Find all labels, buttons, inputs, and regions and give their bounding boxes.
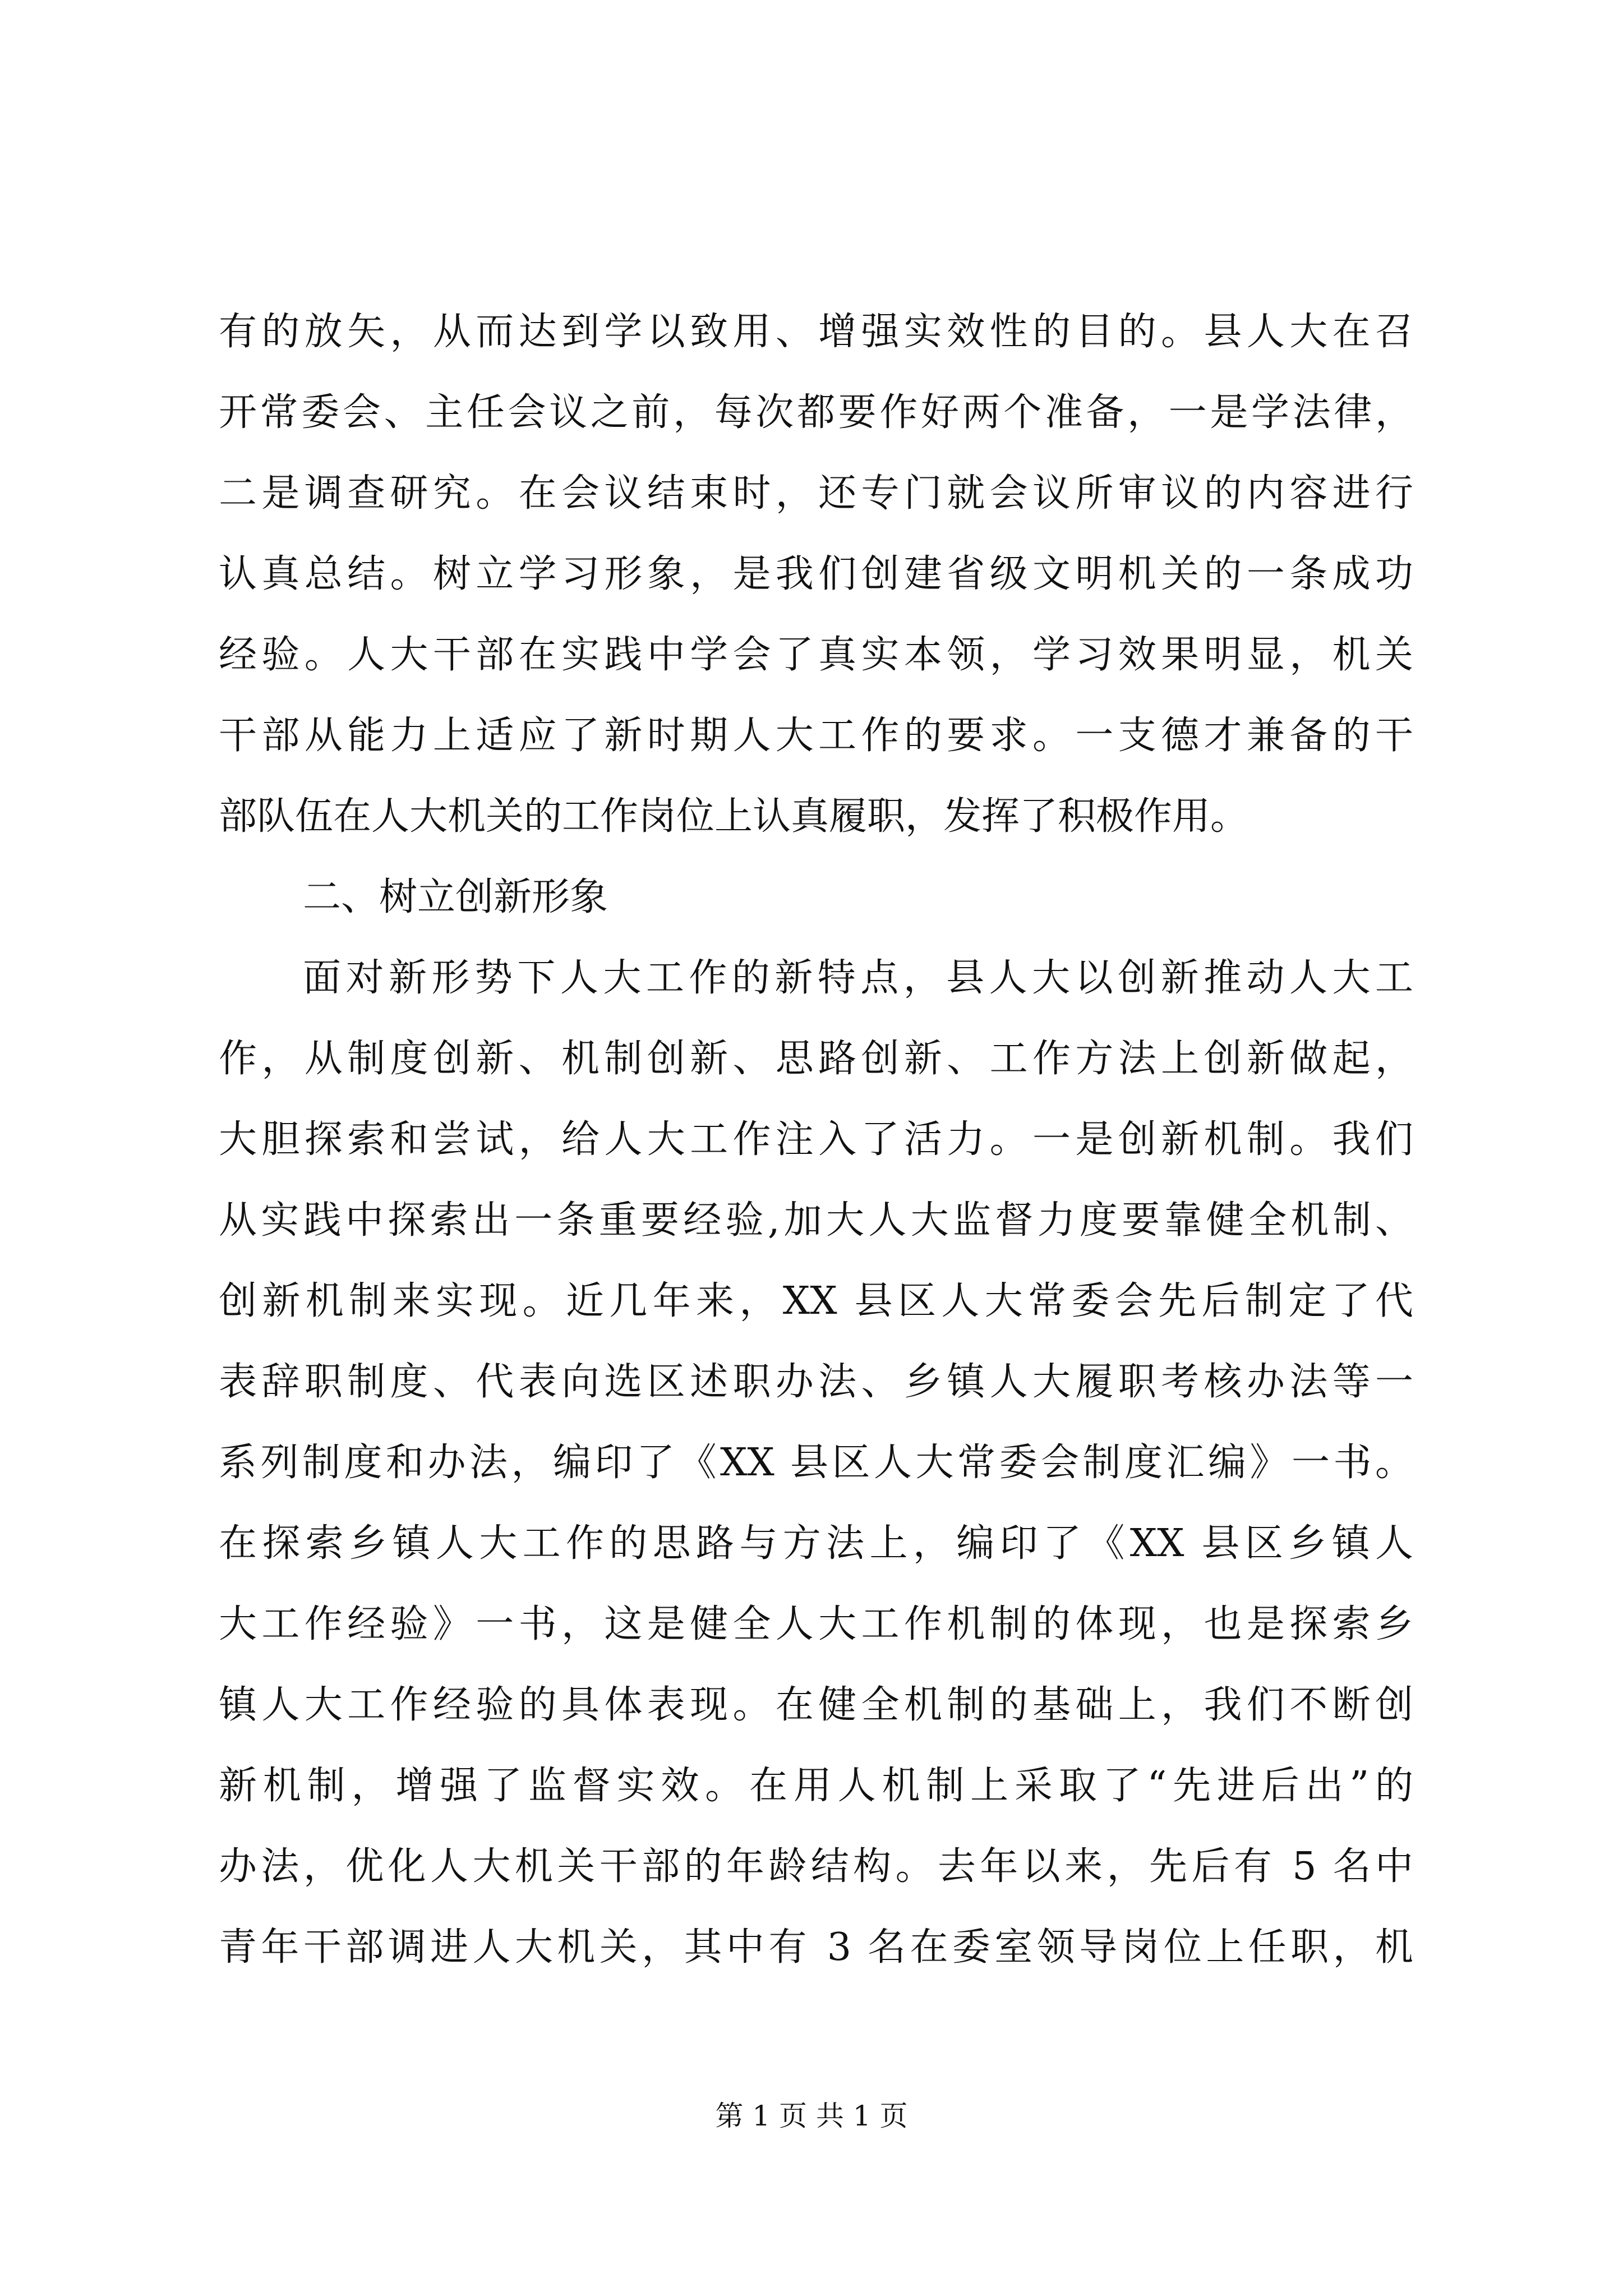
body-line: 创新机制来实现。近几年来，XX 县区人大常委会先后制定了代: [219, 1279, 1413, 1323]
body-line: 经验。人大干部在实践中学会了真实本领，学习效果明显，机关: [219, 633, 1413, 677]
body-line: 二是调查研究。在会议结束时，还专门就会议所审议的内容进行: [219, 471, 1413, 516]
body-line: 大胆探索和尝试，给人大工作注入了活力。一是创新机制。我们: [219, 1117, 1413, 1162]
section-heading: 二、树立创新形象: [303, 875, 608, 919]
page-footer: 第 1 页 共 1 页: [715, 2100, 908, 2132]
body-line: 镇人大工作经验的具体表现。在健全机制的基础上，我们不断创: [219, 1683, 1413, 1727]
body-line: 新机制，增强了监督实效。在用人机制上采取了“先进后出”的: [219, 1764, 1413, 1808]
body-line: 部队伍在人大机关的工作岗位上认真履职，发挥了积极作用。: [219, 794, 1249, 839]
body-line: 办法，优化人大机关干部的年龄结构。去年以来，先后有 5 名中: [219, 1844, 1413, 1889]
body-line: 面对新形势下人大工作的新特点，县人大以创新推动人大工: [303, 956, 1413, 1000]
body-line: 干部从能力上适应了新时期人大工作的要求。一支德才兼备的干: [219, 714, 1413, 758]
body-line: 从实践中探索出一条重要经验,加大人大监督力度要靠健全机制、: [219, 1198, 1413, 1243]
document-body: [219, 292, 1413, 1988]
body-line: 在探索乡镇人大工作的思路与方法上，编印了《XX 县区乡镇人: [219, 1521, 1413, 1566]
body-line: 系列制度和办法，编印了《XX 县区人大常委会制度汇编》一书。: [219, 1441, 1413, 1485]
body-line: 大工作经验》一书，这是健全人大工作机制的体现，也是探索乡: [219, 1602, 1413, 1646]
body-line: 表辞职制度、代表向选区述职办法、乡镇人大履职考核办法等一: [219, 1360, 1413, 1404]
body-line: 有的放矢，从而达到学以致用、增强实效性的目的。县人大在召: [219, 310, 1413, 354]
body-line: 开常委会、主任会议之前，每次都要作好两个准备，一是学法律，: [219, 390, 1413, 435]
body-line: 青年干部调进人大机关，其中有 3 名在委室领导岗位上任职，机: [219, 1925, 1413, 1970]
body-line: 认真总结。树立学习形象，是我们创建省级文明机关的一条成功: [219, 552, 1413, 596]
body-line: 作，从制度创新、机制创新、思路创新、工作方法上创新做起，: [219, 1037, 1413, 1081]
